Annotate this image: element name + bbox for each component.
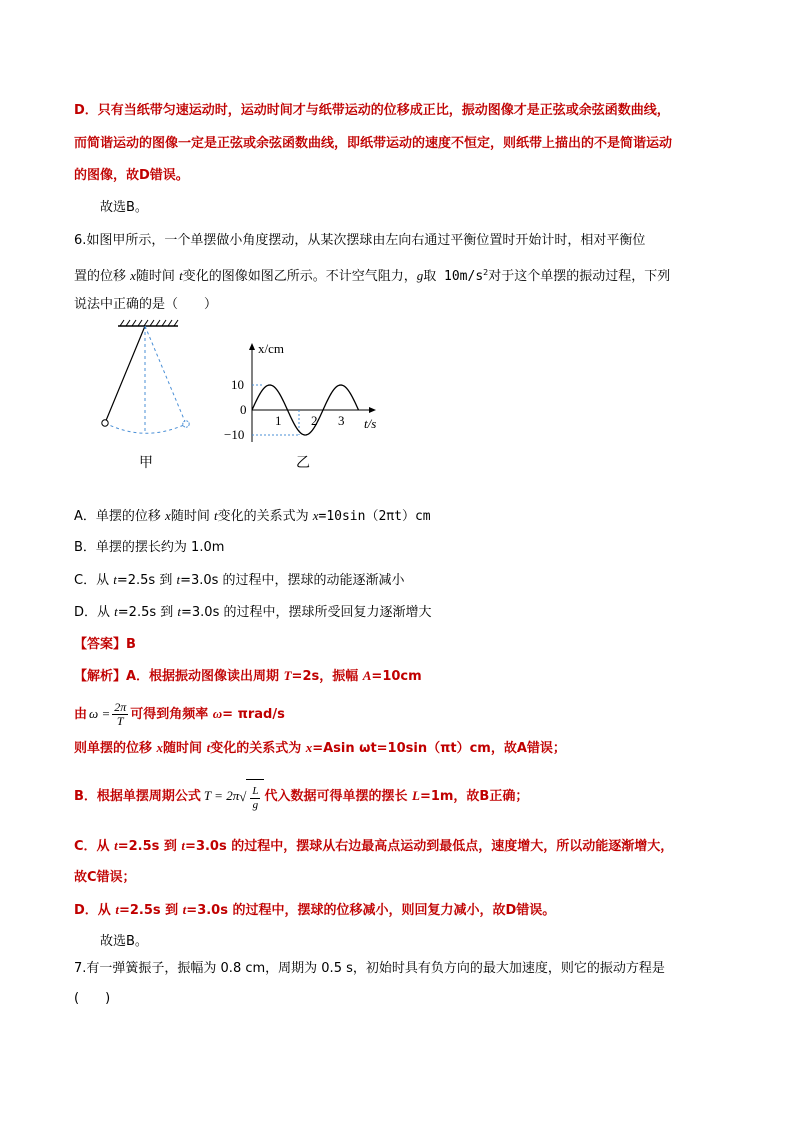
y-axis-label: x/cm <box>258 342 284 356</box>
q7-stem-line2: ( ) <box>74 991 111 1006</box>
analysis-a: 【解析】A．根据振动图像读出周期 T=2s，振幅 A=10cm <box>74 668 422 684</box>
x-tick-3: 3 <box>338 413 345 428</box>
q7-stem-line1: 7.有一弹簧振子，振幅为 0.8 cm，周期为 0.5 s，初始时具有负方向的最大加速度，则它的振动方程是 <box>74 961 665 976</box>
x-tick-1: 1 <box>275 413 282 428</box>
q6-stem-line1: 6.如图甲所示，一个单摆做小角度摆动，从某次摆球由左向右通过平衡位置时开始计时，相对平衡位 <box>74 233 646 248</box>
option-a: A．单摆的位移 x随时间 t变化的关系式为 x=10sin（2πt）cm <box>74 508 431 524</box>
x-axis-arrow <box>369 407 376 413</box>
analysis-omega: 由 ω = $\frac{2\pi}{T}$ 可得到角频率 ω= πrad/s <box>74 700 285 728</box>
xt-graph <box>222 342 392 447</box>
analysis-b: B．根据单摆周期公式 T = 2π√ $\frac{L}{g}$ 代入数据可得单摆的摆长 L=1m，故B正确； <box>74 779 528 814</box>
pendulum-figure <box>90 318 210 448</box>
y-tick-10: 10 <box>231 377 244 392</box>
x-tick-2: 2 <box>311 413 318 428</box>
y-axis-arrow <box>249 343 255 350</box>
analysis-c-line2: 故C错误； <box>74 870 136 885</box>
prev-d-line3: 的图像，故D错误。 <box>74 168 189 183</box>
option-d: D．从 t=2.5s 到 t=3.0s 的过程中，摆球所受回复力逐渐增大 <box>74 604 432 620</box>
figure-jia-caption: 甲 <box>139 455 153 471</box>
prev-d-line1: D．只有当纸带匀速运动时，运动时间才与纸带运动的位移成正比，振动图像才是正弦或余弦函数曲线， <box>74 103 670 118</box>
q6-stem-line2: 置的位移 x随时间 t变化的图像如图乙所示。不计空气阻力，g取 $10m/s^2$对于这个单摆的振动过程，下列 <box>74 268 671 284</box>
answer: 【答案】B <box>74 637 136 652</box>
analysis-formula: 则单摆的位移 x随时间 t变化的关系式为 x=Asin ωt=10sin（πt）cm，故A错误； <box>74 740 566 756</box>
y-tick-0: 0 <box>240 402 247 417</box>
option-b: B．单摆的摆长约为 1.0m <box>74 540 225 555</box>
analysis-c-line1: C．从 t=2.5s 到 t=3.0s 的过程中，摆球从右边最高点运动到最低点，速度增大，所以动能逐渐增大， <box>74 838 674 854</box>
prev-d-line2: 而简谐运动的图像一定是正弦或余弦函数曲线，即纸带运动的速度不恒定，则纸带上描出的不是简谐运动 <box>74 136 673 151</box>
analysis-d: D．从 t=2.5s 到 t=3.0s 的过程中，摆球的位移减小，则回复力减小，故D错误。 <box>74 902 556 918</box>
y-tick-neg10: −10 <box>224 427 245 442</box>
x-axis-label: t/s <box>364 416 377 431</box>
option-c: C．从 t=2.5s 到 t=3.0s 的过程中，摆球的动能逐渐减小 <box>74 572 405 588</box>
prev-choose: 故选B。 <box>100 200 148 215</box>
q6-stem-line3: 说法中正确的是（ ） <box>74 297 218 312</box>
q6-choose: 故选B。 <box>100 934 148 949</box>
figure-yi-caption: 乙 <box>296 455 310 471</box>
